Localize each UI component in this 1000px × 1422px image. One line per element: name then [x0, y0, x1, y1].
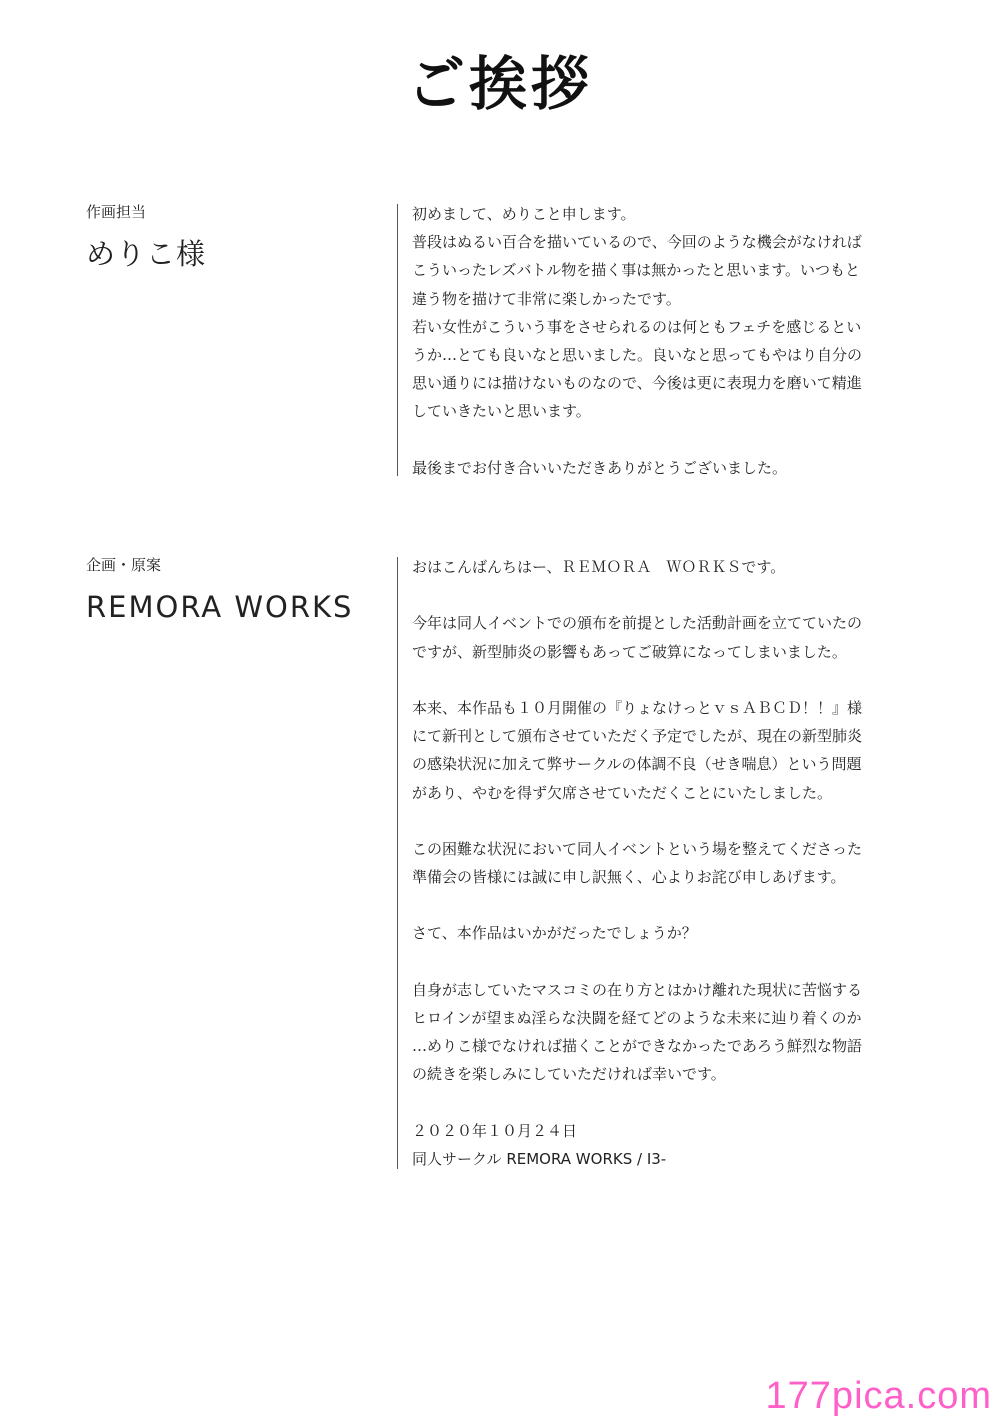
- vertical-divider: [397, 204, 398, 476]
- text-line: この困難な状況において同人イベントという場を整えてくださった: [412, 839, 863, 858]
- text-line: 今年は同人イベントでの頒布を前提とした活動計画を立てていたの: [412, 614, 863, 633]
- text-line: 最後までお付き合いいただきありがとうございました。: [412, 458, 788, 477]
- text-line: 自身が志していたマスコミの在り方とはかけ離れた現状に苦悩する: [412, 980, 863, 999]
- text-line: …めりこ様でなければ描くことができなかったであろう鮮烈な物語: [412, 1037, 863, 1056]
- text-line: 初めまして、めりこと申します。: [412, 205, 636, 223]
- text-line: 思い通りには描けないものなので、今後は更に表現力を磨いて精進: [412, 374, 862, 393]
- text-line: にて新刊として頒布させていただく予定でしたが、現在の新型肺炎: [412, 727, 863, 746]
- text-line: こういったレズバトル物を描く事は無かったと思います。いつもと: [412, 261, 861, 280]
- text-line: おはこんばんちはー、ＲＥＭＯＲＡ ＷＯＲＫＳです。: [412, 558, 786, 576]
- blank-line: [412, 426, 936, 454]
- text-line: 準備会の皆様には誠に申し訳無く、心よりお詫び申しあげます。: [412, 868, 846, 887]
- role-label: 企画・原案: [86, 556, 162, 574]
- author-name: めりこ様: [86, 237, 207, 271]
- blank-line: [412, 1089, 936, 1117]
- blank-line: [412, 666, 936, 694]
- text-line: 本来、本作品も１０月開催の『りょなけっとｖｓＡＢＣＤ！！』様: [412, 698, 863, 717]
- message-body: [412, 200, 936, 482]
- text-line: うか…とても良いなと思いました。良いなと思ってもやはり自分の: [412, 345, 863, 364]
- vertical-divider: [397, 557, 398, 1169]
- blank-line: [412, 581, 936, 609]
- text-line: ２０２０年１０月２４日: [412, 1121, 578, 1140]
- author-name: REMORA WORKS: [86, 590, 354, 624]
- text-line: ですが、新型肺炎の影響もあってご破算になってしまいました。: [412, 642, 847, 661]
- role-label: 作画担当: [86, 203, 147, 221]
- message-body: [412, 553, 936, 1173]
- blank-line: [412, 891, 936, 919]
- text-line: 若い女性がこういう事をさせられるのは何ともフェチを感じるとい: [412, 317, 862, 336]
- text-line: 普段はぬるい百合を描いているので、今回のような機会がなければ: [412, 233, 862, 252]
- page-title: ご挨拶: [406, 50, 593, 118]
- text-line: 同人サークル REMORA WORKS / I3-: [412, 1149, 667, 1168]
- text-line: があり、やむを得ず欠席させていただくことにいたしました。: [412, 783, 833, 802]
- text-line: の感染状況に加えて弊サークルの体調不良（せき喘息）という問題: [412, 755, 862, 774]
- text-line: の続きを楽しみにしていただければ幸いです。: [412, 1065, 726, 1084]
- text-line: していきたいと思います。: [412, 402, 591, 421]
- text-line: 違う物を描けて非常に楽しかったです。: [412, 289, 681, 308]
- site-watermark: 177pica.com: [765, 1375, 992, 1417]
- blank-line: [412, 807, 936, 835]
- blank-line: [412, 948, 936, 976]
- text-line: さて、本作品はいかがだったでしょうか？: [412, 924, 697, 943]
- text-line: ヒロインが望まぬ淫らな決闘を経てどのような未来に辿り着くのか: [412, 1009, 862, 1027]
